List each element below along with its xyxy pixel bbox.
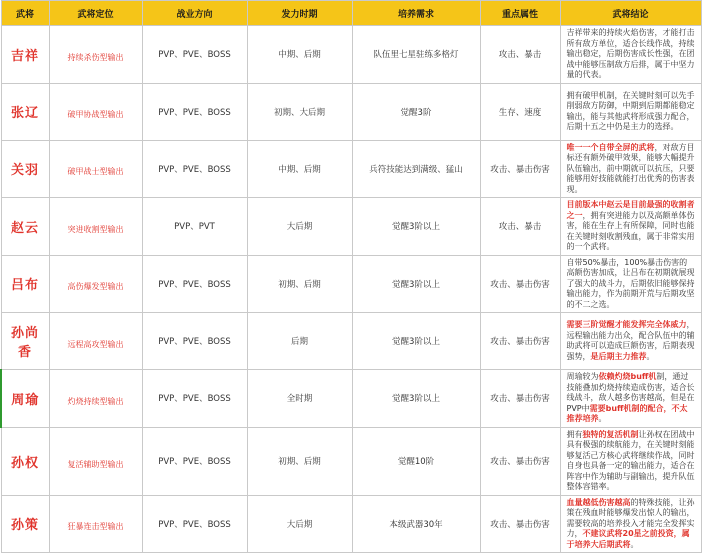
hero-attr: 攻击、暴击伤害 [480,427,560,495]
hero-period: 中期、后期 [247,26,352,84]
hero-direction: PVP、PVE、BOSS [142,83,247,140]
hero-position: 远程高攻型输出 [67,339,124,349]
hero-direction: PVP、PVE、BOSS [142,495,247,553]
conclusion-text: 自带50%暴击，100%暴击伤害的高额伤害加成，让吕布在初期就展现了强大的战斗力，后期依旧能够保持输出能力，作为前期开荒与后期攻坚的不二之选。 [566,257,695,309]
conclusion-highlight: 需要三阶觉醒才能发挥完全体威力 [566,320,687,329]
conclusion-text: 的特殊技能，让孙策在残血时能够爆发出惊人的输出，需要较高的培养投入才能完全发挥实力， [566,497,695,538]
hero-need: 本级武器30年 [352,495,480,553]
conclusion-text: 周瑜较为 [566,372,599,381]
header-attr: 重点属性 [480,1,560,26]
hero-position-cell [49,198,142,256]
table-row [1,26,701,84]
hero-conclusion [560,313,701,370]
hero-name-cell [1,427,49,495]
table-row [1,370,701,428]
table-row [1,313,701,370]
hero-attr: 攻击、暴击伤害 [480,313,560,370]
hero-position: 破甲协战型输出 [67,110,124,119]
conclusion-highlight: 唯一一个自带全屏的武将 [566,142,655,152]
hero-position-cell [49,255,142,313]
hero-need: 觉醒3阶以上 [352,255,480,313]
hero-position: 破甲战士型输出 [67,167,124,177]
hero-position: 狂暴连击型输出 [67,522,124,532]
conclusion-text: 吉祥带来的持续火焰伤害，才能打击所有敌方单位，适合长线作战，持续输出稳定，后期伤害成长性强，在团战中能够压制敌方后排，属于中坚力量的代表。 [566,28,695,79]
conclusion-highlight: 需要buff机制的配合，不太推荐培养 [566,403,688,423]
hero-name: 孙权 [10,455,39,471]
hero-need: 觉醒3阶以上 [352,198,480,256]
table-row [1,140,701,198]
conclusion-highlight: 依赖灼烧buff机 [598,372,657,381]
hero-name: 张辽 [10,106,39,121]
hero-position: 灼烧持续型输出 [67,396,124,406]
hero-period: 初期、大后期 [247,83,352,140]
hero-conclusion [560,198,701,256]
hero-need: 觉醒3阶以上 [352,370,480,428]
conclusion-text: 制，通过技能叠加灼烧持续造成伤害，适合长线战斗，敌人越多伤害越高，但是在PVP中 [566,372,695,413]
table-row [1,198,701,256]
hero-position: 持续杀伤型输出 [67,52,124,62]
hero-conclusion [560,140,701,198]
hero-period: 全时期 [247,370,352,428]
hero-position-cell [49,495,142,553]
header-conclusion: 武将结论 [560,1,701,26]
hero-conclusion [560,26,701,84]
hero-period: 后期 [247,313,352,370]
hero-attr: 生存、速度 [480,83,560,140]
hero-need: 觉醒10阶 [352,427,480,495]
hero-direction: PVP、PVT [142,198,247,256]
conclusion-text: 让孙权在团战中具有极强的续航能力，在关键时刻能够复活己方核心武将继续作战，同时自身也具备一定的输出能力，适合在阵容中作为辅助与副输出，提升队伍整体容错率。 [566,429,695,491]
conclusion-text: ，拥有突进能力以及高额单体伤害，能在生存上有所保障，同时也能在关键时刻收割残血，属于非常实用的一个武将。 [566,210,695,251]
hero-direction: PVP、PVE、BOSS [142,26,247,84]
conclusion-text: 。 [630,539,639,549]
hero-position: 复活辅助型输出 [67,459,124,469]
hero-name-cell [1,370,49,428]
header-position: 武将定位 [49,1,142,26]
header-direction: 战业方向 [142,1,247,26]
hero-direction: PVP、PVE、BOSS [142,255,247,313]
hero-position-cell [49,370,142,428]
header-hero: 武将 [1,1,49,26]
conclusion-highlight: 是后期主力推荐 [590,351,647,361]
hero-need: 觉醒3阶 [352,83,480,140]
hero-conclusion [560,255,701,313]
hero-name-cell [1,140,49,198]
hero-name-cell [1,83,49,140]
conclusion-highlight: 不建议武将20星之前投资，属于培养大后期武将 [566,529,690,549]
hero-name-cell [1,255,49,313]
hero-conclusion [560,495,701,553]
hero-conclusion [560,83,701,140]
hero-position: 突进收割型输出 [67,224,124,234]
hero-period: 大后期 [247,495,352,553]
header-need: 培养需求 [352,1,480,26]
hero-name-cell [1,495,49,553]
hero-need: 队伍里七星驻练多格灯 [352,26,480,84]
hero-name: 孙策 [10,518,39,534]
hero-position-cell [49,26,142,84]
hero-name: 周瑜 [11,392,40,408]
hero-direction: PVP、PVE、BOSS [142,427,247,495]
hero-name-cell [1,198,49,256]
hero-period: 中期、后期 [247,140,352,198]
conclusion-text: 。 [646,351,655,361]
hero-name: 吕布 [10,278,39,294]
header-row [1,1,701,26]
table-row [1,495,701,553]
hero-direction: PVP、PVE、BOSS [142,140,247,198]
hero-attr: 攻击、暴击 [480,198,560,256]
hero-period: 大后期 [247,198,352,256]
hero-attr: 攻击、暴击伤害 [480,370,560,428]
hero-period: 初期、后期 [247,427,352,495]
hero-need: 觉醒3阶以上 [352,313,480,370]
conclusion-text: ，对敌方目标还有额外破甲效果，能够大幅提升队伍输出，前中期就可以抗压，只要能够用好技能就能打出优秀的伤害表现。 [566,142,695,194]
hero-name: 孙尚香 [10,326,39,360]
hero-attr: 攻击、暴击伤害 [480,255,560,313]
hero-conclusion [560,370,701,428]
hero-name: 吉祥 [10,48,39,64]
hero-conclusion [560,427,701,495]
hero-name: 关羽 [10,163,39,179]
table-row [1,83,701,140]
header-period: 发力时期 [247,1,352,26]
conclusion-highlight: 血量越低伤害越高 [566,497,631,507]
conclusion-text: 。 [598,414,607,423]
hero-period: 初期、后期 [247,255,352,313]
table-row [1,255,701,313]
hero-position: 高伤爆发型输出 [67,282,124,292]
hero-attr: 攻击、暴击伤害 [480,140,560,198]
hero-direction: PVP、PVE、BOSS [142,313,247,370]
conclusion-highlight: 目前版本中赵云是目前最强的收割者之一 [566,200,695,220]
hero-name: 赵云 [10,220,39,236]
hero-name-cell [1,313,49,370]
conclusion-text: 拥有破甲机制，在关键时刻可以先手削弱敌方防御，中期到后期都能稳定输出，能与其他武将形成强力配合，后期十五之中仍是主力的选择。 [566,90,695,131]
table-row [1,427,701,495]
hero-need: 兵符技能达到满级、猛山 [352,140,480,198]
hero-position-cell [49,313,142,370]
hero-direction: PVP、PVE、BOSS [142,370,247,428]
hero-attr: 攻击、暴击伤害 [480,495,560,553]
hero-position-cell [49,427,142,495]
hero-position-cell [49,140,142,198]
hero-name-cell [1,26,49,84]
hero-attr: 攻击、暴击 [480,26,560,84]
conclusion-text: ，远程输出能力出众，配合队伍中的辅助武将可以造成巨额伤害，后期表现强势， [566,320,695,361]
hero-position-cell [49,83,142,140]
conclusion-text: 拥有 [566,429,583,439]
conclusion-highlight: 独特的复活机制 [582,429,639,439]
